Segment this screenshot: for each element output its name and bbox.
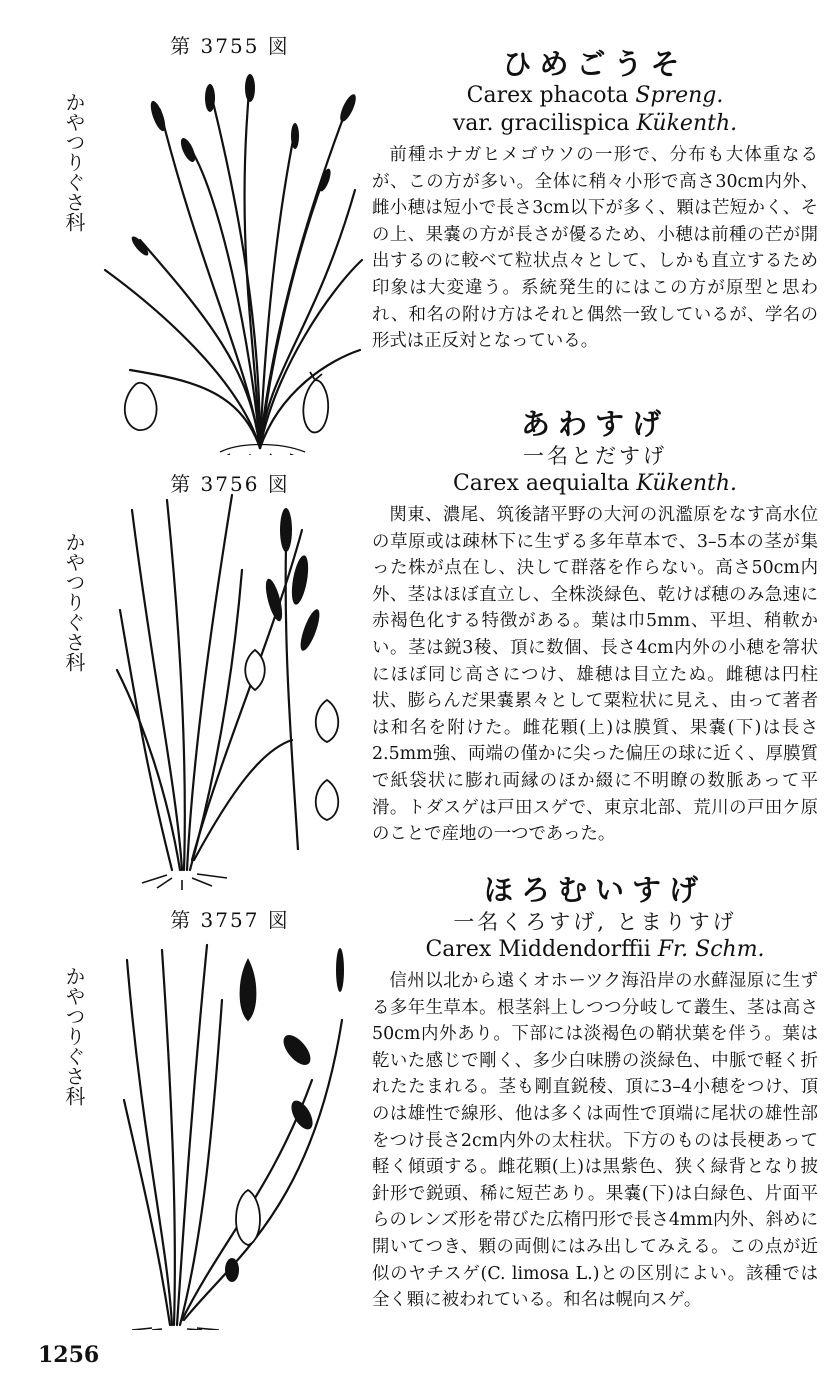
entry-himegouso xyxy=(372,46,818,355)
description: 信州以北から遠くオホーツク海沿岸の水蘚湿原に生ずる多年生草本。根茎斜上しつつ分岐して叢生、茎は高さ50cm内外あり。下部には淡褐色の鞘状葉を伴う。葉は乾いた感じで剛く、多少白味勝の淡緑色、中脈で軽く折れたたまれる。茎も剛直鋭稜、頂に3–4小穂をつけ、頂のは雄性で線形、他は多くは両性で頂端に尾状の雄性部をつけ長さ2cm内外の太柱状。下方のものは長梗あって軽く傾頭する。雌花顆(上)は黒紫色、狭く緑背となり披針形で鋭頭、稀に短芒あり。果嚢(下)は白緑色、片面平らのレンズ形を帯びた広楕円形で長さ4mm内外、斜めに開いてつき、顆の両側にはみ出してみえる。この点が近似のヤチスゲ(C. limosa L.)との区別によい。該種では全く顆に被われている。和名は幌向スゲ。 xyxy=(372,971,818,1311)
illustration-awasuge xyxy=(112,490,372,890)
scientific-name-line1: Carex Middendorffii Fr. Schm. xyxy=(425,937,765,962)
illustration-himegouso xyxy=(100,70,365,455)
entry-awasuge xyxy=(372,406,818,848)
entry-horomuisuge xyxy=(372,872,818,1314)
alias-name: 一名とだすげ xyxy=(523,444,667,468)
description: 関東、濃尾、筑後諸平野の大河の汎濫原をなす高水位の草原或は疎林下に生ずる多年草本で、3–5本の茎が集った株が点在し、決して群落を作らない。高さ50cm内外、茎はほぼ直立し、全株淡緑色、乾けば穂のみ急速に赤褐色化する特徴がある。葉は巾5mm、平坦、稍軟かい。茎は鋭3稜、頂に数個、長さ4cm内外の小穂を箒状にほぼ同じ高さにつけ、雄穂は目立たぬ。雌穂は円柱状、膨らんだ果嚢累々として粟粒状に見え、由って著者は和名を附けた。雌花顆(上)は膜質、果嚢(下)は長さ2.5mm強、両端の僅かに尖った偏圧の球に近く、厚膜質で紙袋状に膨れ両縁のほか綴に不明瞭の数脈あって平滑。トダスゲは戸田スゲで、東京北部、荒川の戸田ケ原のことで産地の一つであった。 xyxy=(372,505,818,845)
japanese-name: あわすげ xyxy=(520,407,669,441)
page-number: 1256 xyxy=(38,1342,100,1368)
illustration-horomuisuge xyxy=(112,940,372,1330)
japanese-name: ひめごうそ xyxy=(502,47,688,81)
alias-name: 一名くろすげ, とまりすげ xyxy=(453,910,737,934)
scientific-name-line1: Carex phacota Spreng. xyxy=(466,83,724,108)
scientific-name-line1: Carex aequialta Kükenth. xyxy=(452,471,738,496)
scientific-name-line2: var. gracilispica Kükenth. xyxy=(452,111,738,136)
japanese-name: ほろむいすげ xyxy=(483,873,706,907)
description: 前種ホナガヒメゴウソの一形で、分布も大体重なるが、この方が多い。全体に稍々小形で高さ30cm内外、雌小穂は短小で長さ3cm以下が多く、顆は芒短かく、その上、果嚢の方が長さが優るため、小穂は前種の芒が開出するのに較べて粒状点々として、しかも直立するため印象は大変違う。系統発生的にはこの方が原型と思われ、和名の附け方はそれと偶然一致しているが、学名の形式は正反対となっている。 xyxy=(372,145,818,352)
family-label-3: かやつりぐさ科 xyxy=(62,966,86,1106)
figure-label-3755: 第 3755 図 xyxy=(170,34,290,58)
family-label-1: かやつりぐさ科 xyxy=(62,92,86,232)
family-label-2: かやつりぐさ科 xyxy=(62,532,86,672)
figure-label-3756: 第 3756 図 xyxy=(170,472,290,496)
figure-label-3757: 第 3757 図 xyxy=(170,908,290,932)
